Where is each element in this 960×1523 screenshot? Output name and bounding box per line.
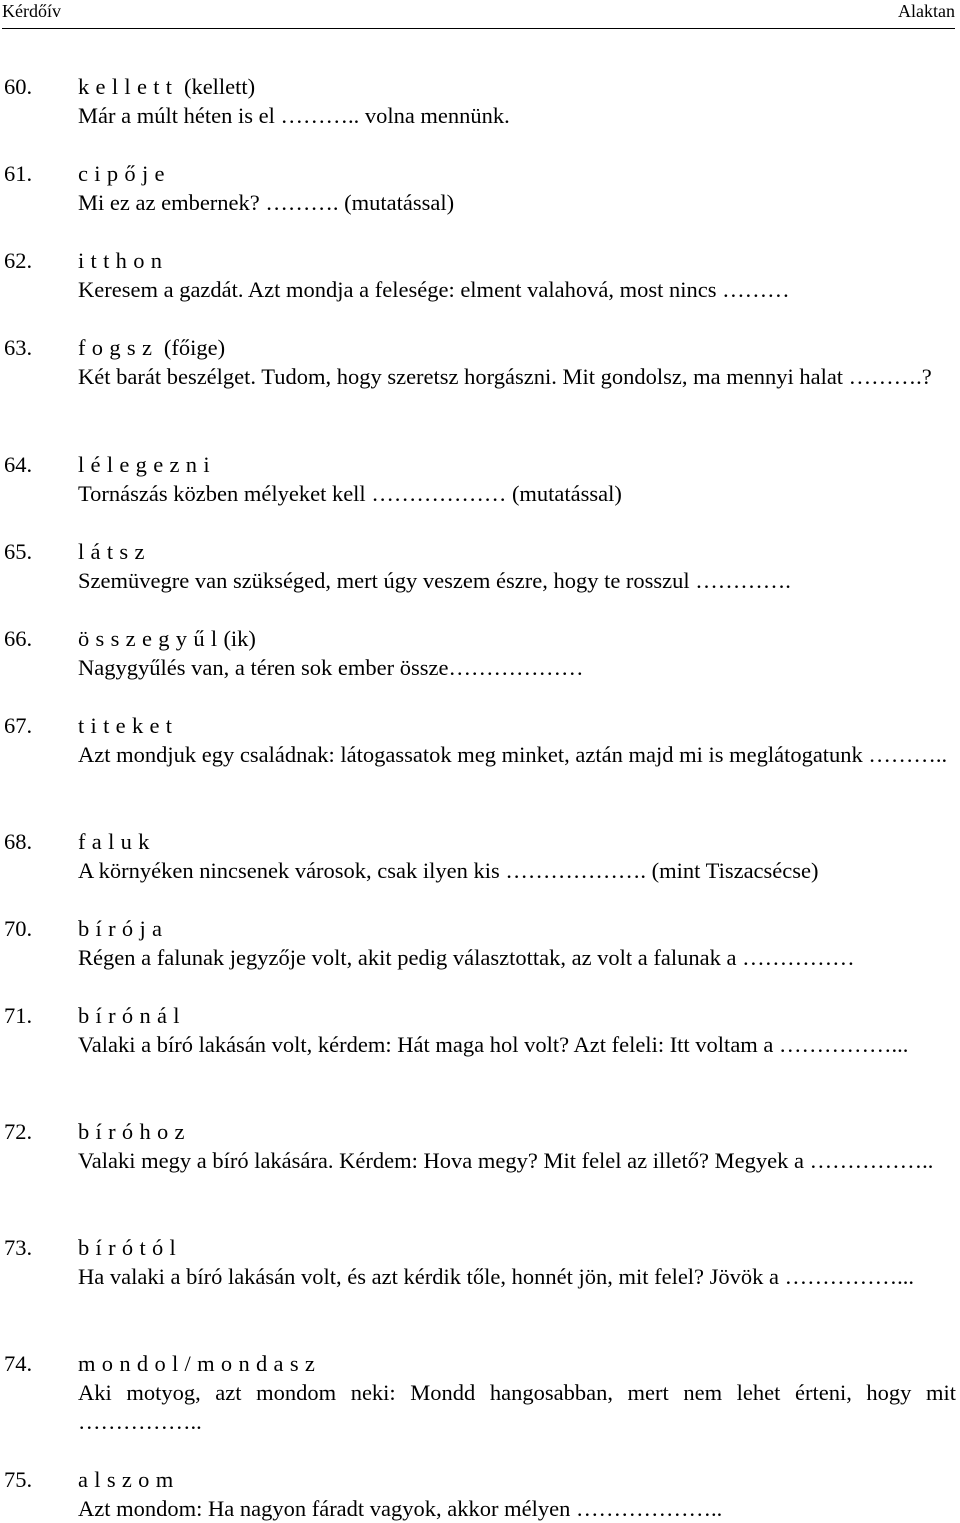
- header-right-title: Alaktan: [898, 1, 955, 21]
- keyword-text: alszom: [78, 1467, 180, 1492]
- question-keyword: [78, 1465, 180, 1494]
- question-keyword: [78, 72, 255, 101]
- question-keyword: [78, 1233, 182, 1262]
- question-number: 64.: [4, 452, 33, 477]
- question-sentence: Szemüvegre van szükséged, mert úgy veszem észre, hogy te rosszul ………….: [78, 568, 791, 593]
- keyword-text: faluk: [78, 829, 156, 854]
- question-number: 70.: [4, 916, 33, 941]
- question-sentence: Régen a falunak jegyzője volt, akit pedig választottak, az volt a falunak a ……………: [78, 945, 855, 970]
- question-keyword: [78, 537, 151, 566]
- keyword-note: (ik): [223, 626, 256, 651]
- keyword-text: lélegezni: [78, 452, 216, 477]
- keyword-text: bírója: [78, 916, 169, 941]
- question-keyword: [78, 624, 256, 653]
- question-number: 72.: [4, 1119, 33, 1144]
- keyword-text: bírótól: [78, 1235, 183, 1260]
- keyword-note: (kellett): [178, 74, 256, 99]
- question-sentence: Valaki megy a bíró lakására. Kérdem: Hova megy? Mit felel az illető? Megyek a ……………..: [78, 1148, 934, 1173]
- question-sentence: Két barát beszélget. Tudom, hogy szeretsz horgászni. Mit gondolsz, ma mennyi halat ……….?: [78, 364, 932, 389]
- keyword-text: mondol/mondasz: [78, 1351, 322, 1376]
- question-keyword: [78, 1001, 186, 1030]
- header-left-title: Kérdőív: [2, 1, 61, 21]
- keyword-text: látsz: [78, 539, 151, 564]
- question-number: 63.: [4, 335, 33, 360]
- question-sentence: A környéken nincsenek városok, csak ilyen kis ………………. (mint Tiszacsécse): [78, 858, 819, 883]
- question-keyword: [78, 333, 225, 362]
- question-keyword: [78, 246, 168, 275]
- question-number: 74.: [4, 1351, 33, 1376]
- question-number: 61.: [4, 161, 33, 186]
- question-sentence: Mi ez az embernek? ………. (mutatással): [78, 190, 455, 215]
- question-keyword: [78, 914, 168, 943]
- question-sentence: Azt mondjuk egy családnak: látogassatok meg minket, aztán majd mi is meglátogatunk ………..: [78, 742, 948, 767]
- keyword-text: itthon: [78, 248, 169, 273]
- question-sentence: Azt mondom: Ha nagyon fáradt vagyok, akkor mélyen ………………..: [78, 1496, 723, 1521]
- question-number: 67.: [4, 713, 33, 738]
- question-number: 66.: [4, 626, 33, 651]
- question-number: 68.: [4, 829, 33, 854]
- question-sentence: Ha valaki a bíró lakásán volt, és azt kérdik tőle, honnét jön, mit felel? Jövök a ……………...: [78, 1264, 915, 1289]
- question-keyword: [78, 1349, 321, 1378]
- question-keyword: [78, 711, 178, 740]
- question-number: 62.: [4, 248, 33, 273]
- keyword-text: bíróhoz: [78, 1119, 191, 1144]
- keyword-text: kellett: [78, 74, 179, 99]
- question-number: 71.: [4, 1003, 33, 1028]
- question-keyword: [78, 450, 216, 479]
- question-sentence: Keresem a gazdát. Azt mondja a felesége: elment valahová, most nincs ………: [78, 277, 790, 302]
- question-sentence: Tornászás közben mélyeket kell ……………… (mutatással): [78, 481, 622, 506]
- question-number: 60.: [4, 74, 33, 99]
- question-keyword: [78, 1117, 191, 1146]
- question-keyword: [78, 827, 156, 856]
- keyword-text: összegyűl: [78, 626, 224, 651]
- keyword-text: titeket: [78, 713, 179, 738]
- keyword-text: bírónál: [78, 1003, 186, 1028]
- question-sentence: Már a múlt héten is el ……….. volna mennünk.: [78, 103, 510, 128]
- keyword-note: (főige): [158, 335, 226, 360]
- question-number: 65.: [4, 539, 33, 564]
- keyword-text: cipője: [78, 161, 171, 186]
- question-sentence: Valaki a bíró lakásán volt, kérdem: Hát maga hol volt? Azt feleli: Itt voltam a ……………...: [78, 1032, 909, 1057]
- question-sentence: Nagygyűlés van, a téren sok ember össze………………: [78, 655, 584, 680]
- question-number: 73.: [4, 1235, 33, 1260]
- page-header: [2, 0, 955, 29]
- question-sentence: Aki motyog, azt mondom neki: Mondd hangosabban, mert nem lehet érteni, hogy mit ……………..: [78, 1380, 956, 1434]
- question-keyword: [78, 159, 171, 188]
- question-number: 75.: [4, 1467, 33, 1492]
- keyword-text: fogsz: [78, 335, 159, 360]
